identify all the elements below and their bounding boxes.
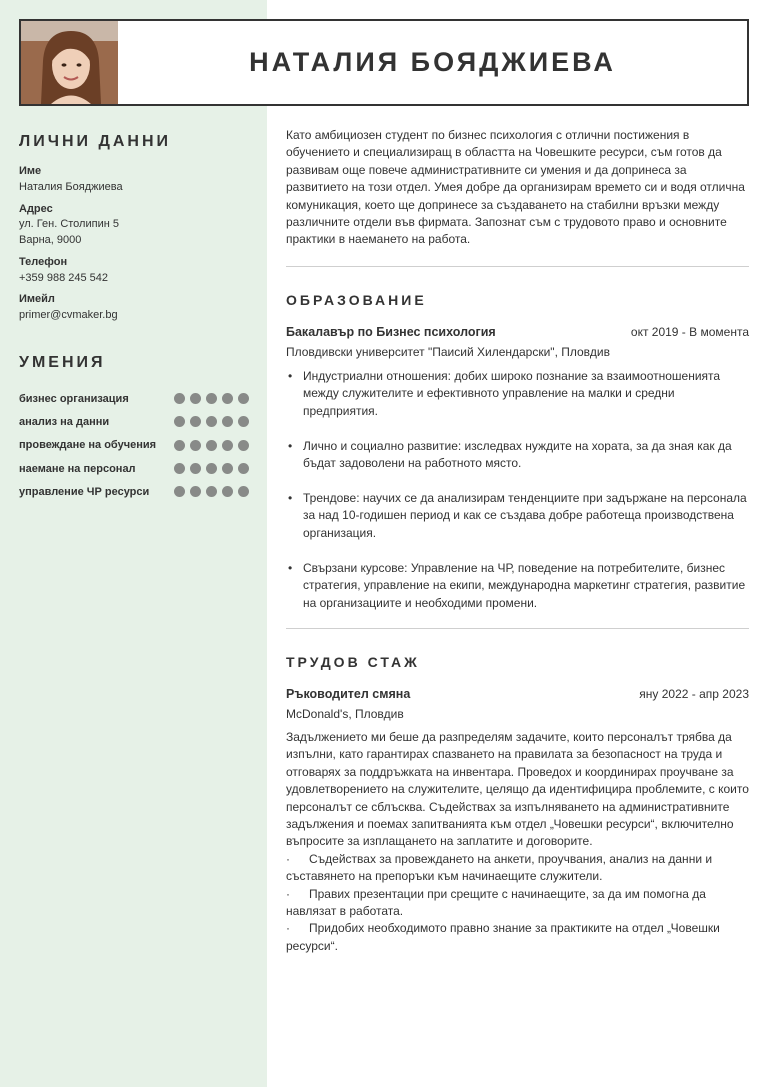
rating-dot <box>206 393 217 404</box>
rating-dot <box>190 440 201 451</box>
phone-label: Телефон <box>19 256 68 268</box>
list-item: · Съдействах за провеждането на анкети, проучвания, анализ на данни и съставянето на препоръки към начинаещите служители. <box>286 851 713 884</box>
education-title: Бакалавър по Бизнес психология <box>286 325 496 339</box>
rating-dot <box>206 463 217 474</box>
rating-dot <box>222 463 233 474</box>
rating-dot <box>222 416 233 427</box>
phone-value: +359 988 245 542 <box>19 272 109 284</box>
education-institution: Пловдивски университет "Паисий Хилендарски", Пловдив <box>286 345 610 359</box>
experience-description <box>286 729 749 955</box>
rating-dot <box>222 393 233 404</box>
rating-dot <box>190 486 201 497</box>
skill-rating <box>174 463 249 474</box>
list-item: • Свързани курсове: Управление на ЧР, поведение на потребителите, бизнес стратегия, управление на екипи, международна маркетинг стратегия, развитие на организациите и необходими промени. <box>286 560 749 612</box>
address-line1: ул. Ген. Столипин 5 <box>19 218 119 230</box>
list-item: • Лично и социално развитие: изследвах нуждите на хората, за да зная как да бъдат задоволени на работното място. <box>286 438 749 473</box>
experience-date: яну 2022 - апр 2023 <box>639 687 749 701</box>
candidate-name: НАТАЛИЯ БОЯДЖИЕВА <box>249 47 616 77</box>
skills-heading: УМЕНИЯ <box>19 354 106 371</box>
skill-item <box>19 434 249 457</box>
rating-dot <box>174 486 185 497</box>
divider <box>286 628 749 629</box>
list-item: • Индустриални отношения: добих широко познание за взаимоотношенията между служителите и ефективното управление на малки и средни предприятия. <box>286 368 749 420</box>
header <box>19 19 749 106</box>
list-item: · Правих презентации при срещите с начинаещите, за да им помогна да навлязат в работата. <box>286 886 706 919</box>
skill-name: анализ на данни <box>19 415 110 428</box>
name-label: Име <box>19 165 42 177</box>
rating-dot <box>222 440 233 451</box>
name-value: Наталия Бояджиева <box>19 181 123 193</box>
skill-item <box>19 387 249 410</box>
skill-rating <box>174 486 249 497</box>
divider <box>286 266 749 267</box>
rating-dot <box>238 440 249 451</box>
rating-dot <box>190 463 201 474</box>
education-date: окт 2019 - В момента <box>630 325 749 339</box>
skill-item <box>19 457 249 480</box>
rating-dot <box>238 393 249 404</box>
skill-rating <box>174 440 249 451</box>
profile-photo <box>21 21 118 104</box>
address-label: Адрес <box>19 203 53 215</box>
rating-dot <box>238 463 249 474</box>
list-item: • Трендове: научих се да анализирам тенденциите при задържане на персонала за над 10-годишен период и как се създава добре работеща производствена организация. <box>286 490 749 542</box>
bullet-marker: · <box>286 921 290 936</box>
experience-paragraph: Задължението ми беше да разпределям задачите, които персоналът трябва да изпълни, като гарантирах спазването на правилата за безопасност на труда и отговарях за поддръжката на инвентара. Проведох и координирах проучване за удовлетворението на служителите, целящо да идентифицира проблемите, с които персоналът се сблъсква. Съдействах за изпълняването на административните задължения и поемах запитванията към отдел „Човешки ресурси“, включително въпросите за изплащането на заплатите и договорите. <box>286 730 749 849</box>
experience-company: McDonald's, Пловдив <box>286 707 404 721</box>
experience-title: Ръководител смяна <box>286 687 411 701</box>
rating-dot <box>206 416 217 427</box>
education-bullets <box>286 368 749 629</box>
rating-dot <box>238 416 249 427</box>
skill-name: управление ЧР ресурси <box>19 485 150 498</box>
skill-name: бизнес организация <box>19 392 129 405</box>
rating-dot <box>174 440 185 451</box>
personal-data-heading: ЛИЧНИ ДАННИ <box>19 133 172 150</box>
email-value: primer@cvmaker.bg <box>19 309 118 321</box>
bullet-marker: · <box>286 851 290 866</box>
rating-dot <box>206 486 217 497</box>
rating-dot <box>222 486 233 497</box>
skill-name: наемане на персонал <box>19 462 136 475</box>
education-heading: ОБРАЗОВАНИЕ <box>286 292 427 308</box>
skill-item <box>19 410 249 433</box>
sidebar <box>0 0 267 1087</box>
rating-dot <box>174 393 185 404</box>
skill-rating <box>174 393 249 404</box>
email-label: Имейл <box>19 293 55 305</box>
rating-dot <box>174 416 185 427</box>
list-item: · Придобих необходимото правно знание за практиките на отдел „Човешки ресурси“. <box>286 921 720 953</box>
skill-name: провеждане на обучения <box>19 439 157 452</box>
experience-heading: ТРУДОВ СТАЖ <box>286 654 420 670</box>
bullet-marker: · <box>286 886 290 901</box>
rating-dot <box>190 393 201 404</box>
skills-list <box>19 387 249 503</box>
profile-summary: Като амбициозен студент по бизнес психология с отлични постижения в обучението и специализиращ в областта на Човешките ресурси, съм готов да развивам още повече административните си умения и да допринеса за развитието на този отдел. Умея добре да организирам времето си и водя отлична комуникация, което ще допринесе за създаването на стабилни връзки между различните отдели във фирмата. Запознат съм с трудовото право и основните практики в наемането на работа. <box>286 128 745 247</box>
skill-item <box>19 480 249 503</box>
rating-dot <box>174 463 185 474</box>
rating-dot <box>238 486 249 497</box>
rating-dot <box>206 440 217 451</box>
rating-dot <box>190 416 201 427</box>
address-line2: Варна, 9000 <box>19 234 82 246</box>
skill-rating <box>174 416 249 427</box>
